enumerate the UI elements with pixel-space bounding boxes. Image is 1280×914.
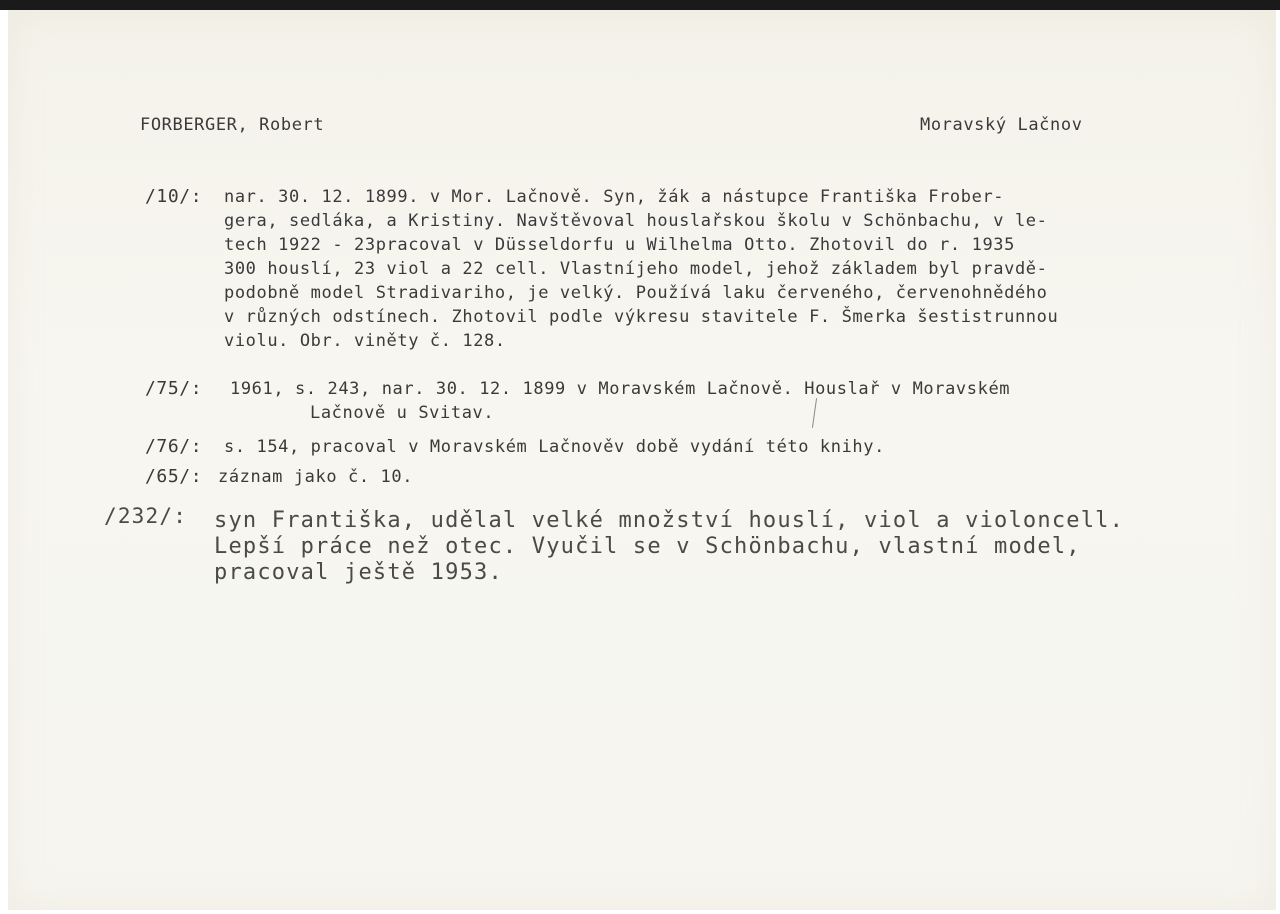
entry-10-line-4: 300 houslí, 23 viol a 22 cell. Vlastníjeho model, jehož základem byl pravdě- xyxy=(224,259,1048,279)
entry-ref-232: /232/: xyxy=(104,504,188,528)
entry-10-line-6: v různých odstínech. Zhotovil podle výkresu stavitele F. Šmerka šestistrunnou xyxy=(224,307,1059,327)
entry-10-line-3: tech 1922 - 23pracoval v Düsseldorfu u Wilhelma Otto. Zhotovil do r. 1935 xyxy=(224,235,1015,255)
maker-place: Moravský Lačnov xyxy=(920,115,1083,135)
entry-232-line-1: syn Františka, udělal velké množství houslí, viol a violoncell. xyxy=(214,508,1125,533)
entry-232-line-3: pracoval ještě 1953. xyxy=(214,560,503,585)
entry-75-line-2: Lačnově u Svitav. xyxy=(310,403,495,423)
entry-76-line-1: s. 154, pracoval v Moravském Lačnověv době vydání této knihy. xyxy=(224,437,885,457)
entry-10-line-7: violu. Obr. viněty č. 128. xyxy=(224,331,506,351)
entry-75-line-1: 1961, s. 243, nar. 30. 12. 1899 v Moravském Lačnově. Houslař v Moravském xyxy=(230,379,1011,399)
entry-ref-10: /10/: xyxy=(145,186,203,207)
entry-232-line-2: Lepší práce než otec. Vyučil se v Schönbachu, vlastní model, xyxy=(214,534,1081,559)
entry-ref-75: /75/: xyxy=(145,378,203,399)
entry-65-line-1: záznam jako č. 10. xyxy=(218,467,414,487)
entry-10-line-5: podobně model Stradivariho, je velký. Používá laku červeného, červenohnědého xyxy=(224,283,1048,303)
entry-ref-65: /65/: xyxy=(145,466,203,487)
entry-10-line-1: nar. 30. 12. 1899. v Mor. Lačnově. Syn, žák a nástupce Františka Frober- xyxy=(224,187,1005,207)
entry-ref-76: /76/: xyxy=(145,436,203,457)
entry-10-line-2: gera, sedláka, a Kristiny. Navštěvoval houslařskou školu v Schönbachu, v le- xyxy=(224,211,1048,231)
maker-name: FORBERGER, Robert xyxy=(140,115,325,135)
card-paper xyxy=(8,10,1276,910)
scanner-edge xyxy=(0,0,1280,10)
